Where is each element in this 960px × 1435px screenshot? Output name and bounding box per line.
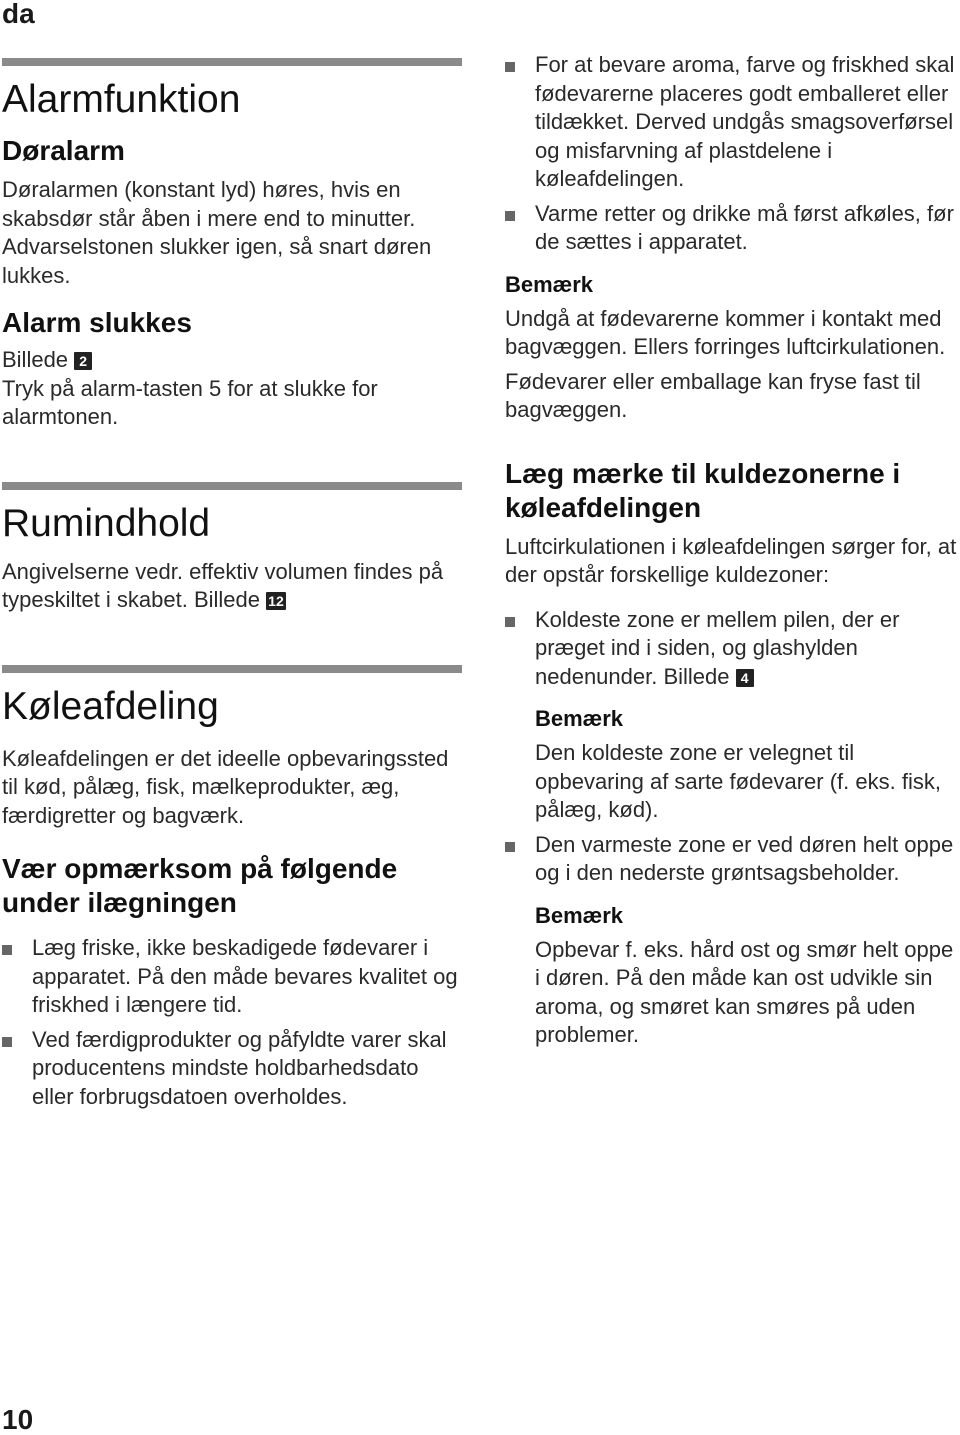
list-item: Læg friske, ikke beskadigede fødevarer i apparatet. På den måde bevares kvalitet og friskhed i længere tid. [2, 934, 462, 1020]
note-text: Undgå at fødevarerne kommer i kontakt med bagvæggen. Ellers forringes luftcirkulationen. [505, 305, 946, 359]
heading-loading: Vær opmærksom på følgende under ilægningen [2, 853, 398, 918]
note-label: Bemærk [535, 902, 624, 928]
list-item: Koldeste zone er mellem pilen, der er præget ind i siden, og glashylden nedenunder. Billede 4 Bemærk Den koldeste zone er velegnet til opbevaring af sarte fødevarer (f. eks. fisk, pålæg, kød). [505, 606, 960, 825]
section-title-alarm: Alarmfunktion [2, 78, 241, 121]
bullet-square-icon [505, 842, 515, 852]
list-item: For at bevare aroma, farve og friskhed skal fødevarerne placeres godt emballeret eller tildækket. Derved undgås smagsoverførsel og misfarvning af plastdelene i køleafdelingen. [505, 51, 960, 194]
language-code: da [2, 0, 35, 29]
note-label: Bemærk [505, 271, 594, 297]
section-rule [2, 665, 462, 673]
figure-badge: 2 [74, 352, 92, 370]
figure-badge: 12 [268, 593, 284, 609]
page-number: 10 [2, 1404, 34, 1435]
volume-text [2, 558, 462, 615]
heading-cold-zones: Læg mærke til kuldezonerne i køleafdelingen [505, 457, 901, 523]
bullet-square-icon [505, 211, 515, 221]
figure-badge: 4 [736, 669, 754, 687]
note-text: Den koldeste zone er velegnet til opbevaring af sarte fødevarer (f. eks. fisk, pålæg, kød). [535, 740, 941, 822]
alarm-off-text: Tryk på alarm-tasten 5 for at slukke for alarmtonen. [2, 375, 378, 429]
list-item: Ved færdigprodukter og påfyldte varer skal producentens mindste holdbarhedsdato eller forbrugsdatoen overholdes. [2, 1026, 462, 1112]
heading-door-alarm: Døralarm [2, 135, 125, 166]
heading-alarm-off: Alarm slukkes [2, 307, 192, 338]
note-text: Opbevar f. eks. hård ost og smør helt oppe i døren. På den måde kan ost udvikle sin aroma, og smøret kan smøres på uden problemer. [535, 936, 954, 1047]
bullet-square-icon [2, 945, 12, 955]
zones-list [505, 606, 960, 1050]
loading-list-continued [505, 51, 960, 257]
section-title-fridge: Køleafdeling [2, 684, 219, 728]
note-text: Fødevarer eller emballage kan fryse fast til bagvæggen. [505, 368, 921, 422]
volume-text-body: Angivelserne vedr. effektiv volumen findes på typeskiltet i skabet. Billede [2, 558, 444, 612]
note-label: Bemærk [535, 706, 624, 731]
section-title-volume: Rumindhold [2, 501, 211, 545]
bullet-square-icon [2, 1037, 12, 1047]
section-rule [2, 482, 462, 490]
fridge-text: Køleafdelingen er det ideelle opbevaringssted til kød, pålæg, fisk, mælkeprodukter, æg, færdigretter og bagværk. [2, 745, 449, 828]
list-item: Den varmeste zone er ved døren helt oppe og i den nederste grøntsagsbeholder. Bemærk Opbevar f. eks. hård ost og smør helt oppe i døren. På den måde kan ost udvikle sin aroma, og smøret kan smøres på uden problemer. [505, 831, 960, 1050]
section-rule [2, 58, 462, 66]
door-alarm-text: Døralarmen (konstant lyd) høres, hvis en skabsdør står åben i mere end to minutter. Advarselstonen slukker igen, så snart døren lukkes. [2, 177, 432, 288]
figure-label: Billede [2, 347, 69, 372]
left-column [2, 0, 462, 1111]
bullet-square-icon [505, 62, 515, 72]
figure-ref-line [2, 346, 462, 375]
zones-intro: Luftcirkulationen i køleafdelingen sørger for, at der opstår forskellige kuldezoner: [505, 533, 957, 587]
right-column [505, 0, 960, 1050]
loading-list [2, 934, 462, 1111]
list-item: Varme retter og drikke må først afkøles, før de sættes i apparatet. [505, 200, 960, 257]
bullet-square-icon [505, 617, 515, 627]
